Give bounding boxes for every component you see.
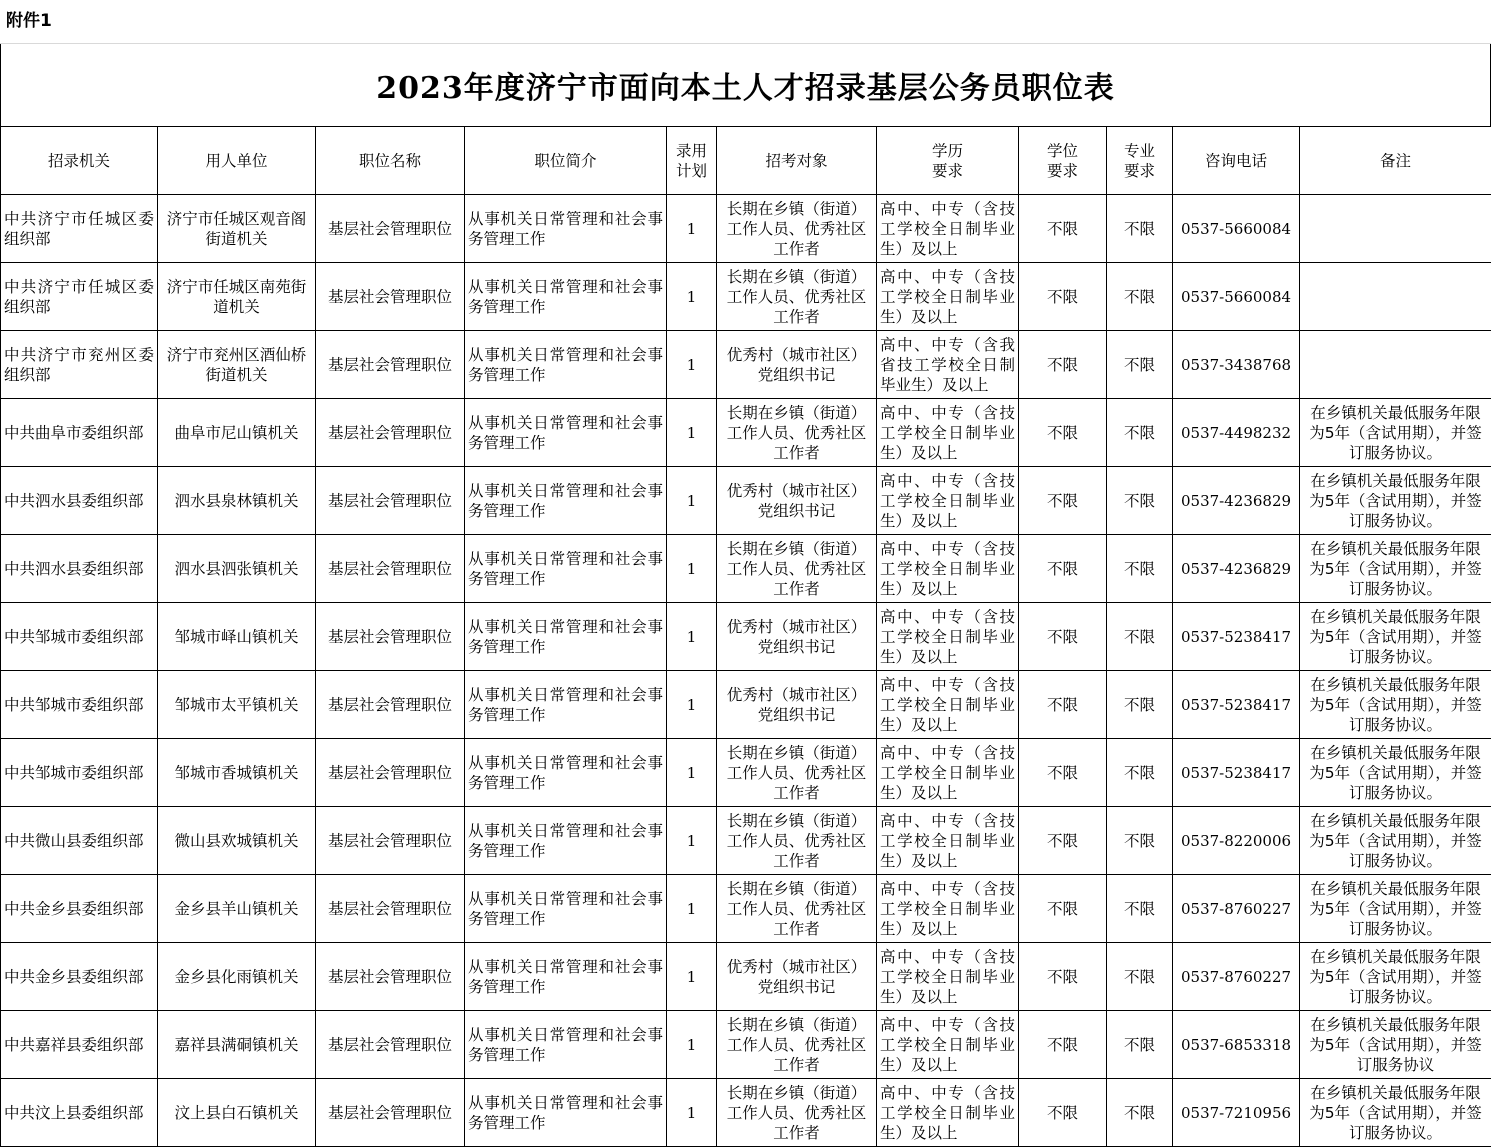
cell-plan: 1 <box>667 263 717 331</box>
cell-major: 不限 <box>1107 603 1173 671</box>
title-bar <box>0 44 1491 126</box>
cell-education: 高中、中专（含技工学校全日制毕业生）及以上 <box>877 739 1019 807</box>
table-row <box>1 875 1491 943</box>
cell-education: 高中、中专（含技工学校全日制毕业生）及以上 <box>877 807 1019 875</box>
cell-degree: 不限 <box>1019 535 1107 603</box>
header-degree-line1: 学位 <box>1046 141 1078 160</box>
cell-agency: 中共泗水县委组织部 <box>1 535 158 603</box>
table-row <box>1 467 1491 535</box>
cell-phone: 0537-6853318 <box>1173 1011 1300 1079</box>
cell-degree: 不限 <box>1019 603 1107 671</box>
cell-education: 高中、中专（含技工学校全日制毕业生）及以上 <box>877 399 1019 467</box>
cell-target: 长期在乡镇（街道）工作人员、优秀社区工作者 <box>717 195 877 263</box>
cell-remark <box>1300 263 1491 331</box>
cell-target: 优秀村（城市社区）党组织书记 <box>717 603 877 671</box>
table-header-row <box>1 127 1491 195</box>
cell-degree: 不限 <box>1019 1011 1107 1079</box>
cell-major: 不限 <box>1107 1011 1173 1079</box>
cell-major: 不限 <box>1107 535 1173 603</box>
cell-description: 从事机关日常管理和社会事务管理工作 <box>465 535 667 603</box>
cell-phone: 0537-8760227 <box>1173 943 1300 1011</box>
table-row <box>1 739 1491 807</box>
cell-unit: 曲阜市尼山镇机关 <box>158 399 316 467</box>
cell-position: 基层社会管理职位 <box>316 331 465 399</box>
cell-plan: 1 <box>667 1079 717 1147</box>
cell-plan: 1 <box>667 331 717 399</box>
cell-target: 优秀村（城市社区）党组织书记 <box>717 467 877 535</box>
cell-plan: 1 <box>667 671 717 739</box>
attachment-label: 附件1 <box>0 0 1491 44</box>
table-row <box>1 263 1491 331</box>
cell-degree: 不限 <box>1019 943 1107 1011</box>
cell-agency: 中共曲阜市委组织部 <box>1 399 158 467</box>
cell-degree: 不限 <box>1019 671 1107 739</box>
cell-unit: 嘉祥县满硐镇机关 <box>158 1011 316 1079</box>
cell-education: 高中、中专（含技工学校全日制毕业生）及以上 <box>877 1011 1019 1079</box>
cell-plan: 1 <box>667 807 717 875</box>
cell-target: 长期在乡镇（街道）工作人员、优秀社区工作者 <box>717 1011 877 1079</box>
cell-agency: 中共嘉祥县委组织部 <box>1 1011 158 1079</box>
cell-description: 从事机关日常管理和社会事务管理工作 <box>465 807 667 875</box>
cell-unit: 微山县欢城镇机关 <box>158 807 316 875</box>
cell-degree: 不限 <box>1019 331 1107 399</box>
cell-unit: 汶上县白石镇机关 <box>158 1079 316 1147</box>
cell-education: 高中、中专（含技工学校全日制毕业生）及以上 <box>877 535 1019 603</box>
table-row <box>1 535 1491 603</box>
cell-agency: 中共邹城市委组织部 <box>1 739 158 807</box>
cell-remark: 在乡镇机关最低服务年限为5年（含试用期），并签订服务协议。 <box>1300 535 1491 603</box>
cell-position: 基层社会管理职位 <box>316 467 465 535</box>
cell-description: 从事机关日常管理和社会事务管理工作 <box>465 1079 667 1147</box>
header-degree <box>1019 127 1107 195</box>
cell-degree: 不限 <box>1019 263 1107 331</box>
cell-unit: 济宁市兖州区酒仙桥街道机关 <box>158 331 316 399</box>
cell-education: 高中、中专（含技工学校全日制毕业生）及以上 <box>877 195 1019 263</box>
cell-phone: 0537-3438768 <box>1173 331 1300 399</box>
cell-degree: 不限 <box>1019 467 1107 535</box>
cell-description: 从事机关日常管理和社会事务管理工作 <box>465 467 667 535</box>
header-plan <box>667 127 717 195</box>
header-phone: 咨询电话 <box>1173 127 1300 195</box>
cell-target: 优秀村（城市社区）党组织书记 <box>717 331 877 399</box>
cell-description: 从事机关日常管理和社会事务管理工作 <box>465 263 667 331</box>
cell-unit: 邹城市香城镇机关 <box>158 739 316 807</box>
header-agency: 招录机关 <box>1 127 158 195</box>
cell-unit: 邹城市峄山镇机关 <box>158 603 316 671</box>
cell-phone: 0537-5238417 <box>1173 739 1300 807</box>
header-degree-line2: 要求 <box>1046 161 1078 180</box>
cell-major: 不限 <box>1107 875 1173 943</box>
cell-major: 不限 <box>1107 195 1173 263</box>
cell-degree: 不限 <box>1019 739 1107 807</box>
cell-agency: 中共金乡县委组织部 <box>1 943 158 1011</box>
cell-position: 基层社会管理职位 <box>316 1079 465 1147</box>
cell-remark: 在乡镇机关最低服务年限为5年（含试用期），并签订服务协议。 <box>1300 399 1491 467</box>
cell-plan: 1 <box>667 195 717 263</box>
cell-education: 高中、中专（含技工学校全日制毕业生）及以上 <box>877 603 1019 671</box>
cell-unit: 邹城市太平镇机关 <box>158 671 316 739</box>
cell-target: 长期在乡镇（街道）工作人员、优秀社区工作者 <box>717 399 877 467</box>
cell-remark: 在乡镇机关最低服务年限为5年（含试用期），并签订服务协议。 <box>1300 875 1491 943</box>
header-plan-line2: 计划 <box>675 161 707 180</box>
table-row <box>1 1079 1491 1147</box>
cell-agency: 中共济宁市兖州区委组织部 <box>1 331 158 399</box>
cell-plan: 1 <box>667 467 717 535</box>
cell-target: 长期在乡镇（街道）工作人员、优秀社区工作者 <box>717 1079 877 1147</box>
table-row <box>1 195 1491 263</box>
cell-plan: 1 <box>667 875 717 943</box>
cell-description: 从事机关日常管理和社会事务管理工作 <box>465 195 667 263</box>
cell-description: 从事机关日常管理和社会事务管理工作 <box>465 739 667 807</box>
cell-description: 从事机关日常管理和社会事务管理工作 <box>465 943 667 1011</box>
cell-position: 基层社会管理职位 <box>316 603 465 671</box>
cell-unit: 金乡县化雨镇机关 <box>158 943 316 1011</box>
cell-position: 基层社会管理职位 <box>316 807 465 875</box>
cell-description: 从事机关日常管理和社会事务管理工作 <box>465 1011 667 1079</box>
cell-target: 长期在乡镇（街道）工作人员、优秀社区工作者 <box>717 807 877 875</box>
cell-target: 优秀村（城市社区）党组织书记 <box>717 671 877 739</box>
cell-target: 优秀村（城市社区）党组织书记 <box>717 943 877 1011</box>
cell-agency: 中共微山县委组织部 <box>1 807 158 875</box>
cell-remark: 在乡镇机关最低服务年限为5年（含试用期），并签订服务协议。 <box>1300 1079 1491 1147</box>
cell-position: 基层社会管理职位 <box>316 535 465 603</box>
header-education <box>877 127 1019 195</box>
positions-table <box>0 126 1491 1147</box>
cell-major: 不限 <box>1107 671 1173 739</box>
cell-major: 不限 <box>1107 943 1173 1011</box>
cell-agency: 中共泗水县委组织部 <box>1 467 158 535</box>
cell-description: 从事机关日常管理和社会事务管理工作 <box>465 603 667 671</box>
table-body <box>1 195 1491 1147</box>
cell-agency: 中共济宁市任城区委组织部 <box>1 195 158 263</box>
cell-education: 高中、中专（含技工学校全日制毕业生）及以上 <box>877 467 1019 535</box>
cell-unit: 济宁市任城区观音阁街道机关 <box>158 195 316 263</box>
table-row <box>1 603 1491 671</box>
cell-position: 基层社会管理职位 <box>316 1011 465 1079</box>
cell-major: 不限 <box>1107 331 1173 399</box>
cell-remark: 在乡镇机关最低服务年限为5年（含试用期），并签订服务协议 <box>1300 1011 1491 1079</box>
cell-major: 不限 <box>1107 467 1173 535</box>
cell-plan: 1 <box>667 1011 717 1079</box>
table-row <box>1 807 1491 875</box>
cell-phone: 0537-8220006 <box>1173 807 1300 875</box>
cell-plan: 1 <box>667 739 717 807</box>
cell-phone: 0537-7210956 <box>1173 1079 1300 1147</box>
header-position: 职位名称 <box>316 127 465 195</box>
cell-remark <box>1300 331 1491 399</box>
cell-major: 不限 <box>1107 739 1173 807</box>
cell-remark: 在乡镇机关最低服务年限为5年（含试用期），并签订服务协议。 <box>1300 807 1491 875</box>
cell-major: 不限 <box>1107 1079 1173 1147</box>
cell-unit: 济宁市任城区南苑街道机关 <box>158 263 316 331</box>
cell-plan: 1 <box>667 603 717 671</box>
header-education-line1: 学历 <box>931 141 963 160</box>
table-row <box>1 671 1491 739</box>
cell-plan: 1 <box>667 535 717 603</box>
cell-description: 从事机关日常管理和社会事务管理工作 <box>465 875 667 943</box>
cell-phone: 0537-8760227 <box>1173 875 1300 943</box>
cell-education: 高中、中专（含技工学校全日制毕业生）及以上 <box>877 943 1019 1011</box>
table-row <box>1 399 1491 467</box>
header-education-line2: 要求 <box>931 161 963 180</box>
cell-unit: 泗水县泉林镇机关 <box>158 467 316 535</box>
cell-plan: 1 <box>667 943 717 1011</box>
table-row <box>1 943 1491 1011</box>
header-remark: 备注 <box>1300 127 1491 195</box>
cell-position: 基层社会管理职位 <box>316 875 465 943</box>
cell-education: 高中、中专（含技工学校全日制毕业生）及以上 <box>877 263 1019 331</box>
header-major <box>1107 127 1173 195</box>
cell-degree: 不限 <box>1019 1079 1107 1147</box>
cell-degree: 不限 <box>1019 195 1107 263</box>
cell-remark <box>1300 195 1491 263</box>
cell-description: 从事机关日常管理和社会事务管理工作 <box>465 331 667 399</box>
cell-unit: 金乡县羊山镇机关 <box>158 875 316 943</box>
cell-phone: 0537-5238417 <box>1173 603 1300 671</box>
document-title: 2023年度济宁市面向本土人才招录基层公务员职位表 <box>376 71 1115 106</box>
cell-phone: 0537-5660084 <box>1173 263 1300 331</box>
cell-major: 不限 <box>1107 807 1173 875</box>
cell-target: 长期在乡镇（街道）工作人员、优秀社区工作者 <box>717 739 877 807</box>
header-unit: 用人单位 <box>158 127 316 195</box>
cell-education: 高中、中专（含技工学校全日制毕业生）及以上 <box>877 875 1019 943</box>
header-target: 招考对象 <box>717 127 877 195</box>
cell-remark: 在乡镇机关最低服务年限为5年（含试用期），并签订服务协议。 <box>1300 671 1491 739</box>
cell-agency: 中共济宁市任城区委组织部 <box>1 263 158 331</box>
cell-education: 高中、中专（含我省技工学校全日制毕业生）及以上 <box>877 331 1019 399</box>
cell-major: 不限 <box>1107 263 1173 331</box>
cell-position: 基层社会管理职位 <box>316 671 465 739</box>
cell-target: 长期在乡镇（街道）工作人员、优秀社区工作者 <box>717 263 877 331</box>
cell-position: 基层社会管理职位 <box>316 195 465 263</box>
cell-target: 长期在乡镇（街道）工作人员、优秀社区工作者 <box>717 875 877 943</box>
cell-plan: 1 <box>667 399 717 467</box>
table-row <box>1 1011 1491 1079</box>
cell-position: 基层社会管理职位 <box>316 739 465 807</box>
cell-phone: 0537-5660084 <box>1173 195 1300 263</box>
cell-degree: 不限 <box>1019 875 1107 943</box>
cell-description: 从事机关日常管理和社会事务管理工作 <box>465 671 667 739</box>
cell-degree: 不限 <box>1019 807 1107 875</box>
cell-position: 基层社会管理职位 <box>316 399 465 467</box>
cell-phone: 0537-4498232 <box>1173 399 1300 467</box>
header-plan-line1: 录用 <box>675 141 707 160</box>
cell-major: 不限 <box>1107 399 1173 467</box>
cell-position: 基层社会管理职位 <box>316 943 465 1011</box>
cell-education: 高中、中专（含技工学校全日制毕业生）及以上 <box>877 1079 1019 1147</box>
header-description: 职位简介 <box>465 127 667 195</box>
cell-agency: 中共邹城市委组织部 <box>1 603 158 671</box>
cell-agency: 中共金乡县委组织部 <box>1 875 158 943</box>
cell-remark: 在乡镇机关最低服务年限为5年（含试用期），并签订服务协议。 <box>1300 739 1491 807</box>
cell-remark: 在乡镇机关最低服务年限为5年（含试用期），并签订服务协议。 <box>1300 603 1491 671</box>
cell-unit: 泗水县泗张镇机关 <box>158 535 316 603</box>
cell-description: 从事机关日常管理和社会事务管理工作 <box>465 399 667 467</box>
cell-agency: 中共汶上县委组织部 <box>1 1079 158 1147</box>
cell-degree: 不限 <box>1019 399 1107 467</box>
cell-phone: 0537-4236829 <box>1173 535 1300 603</box>
cell-education: 高中、中专（含技工学校全日制毕业生）及以上 <box>877 671 1019 739</box>
cell-target: 长期在乡镇（街道）工作人员、优秀社区工作者 <box>717 535 877 603</box>
header-major-line2: 要求 <box>1123 161 1155 180</box>
cell-agency: 中共邹城市委组织部 <box>1 671 158 739</box>
cell-phone: 0537-5238417 <box>1173 671 1300 739</box>
table-row <box>1 331 1491 399</box>
cell-position: 基层社会管理职位 <box>316 263 465 331</box>
cell-remark: 在乡镇机关最低服务年限为5年（含试用期），并签订服务协议。 <box>1300 467 1491 535</box>
header-major-line1: 专业 <box>1123 141 1155 160</box>
cell-remark: 在乡镇机关最低服务年限为5年（含试用期），并签订服务协议。 <box>1300 943 1491 1011</box>
cell-phone: 0537-4236829 <box>1173 467 1300 535</box>
